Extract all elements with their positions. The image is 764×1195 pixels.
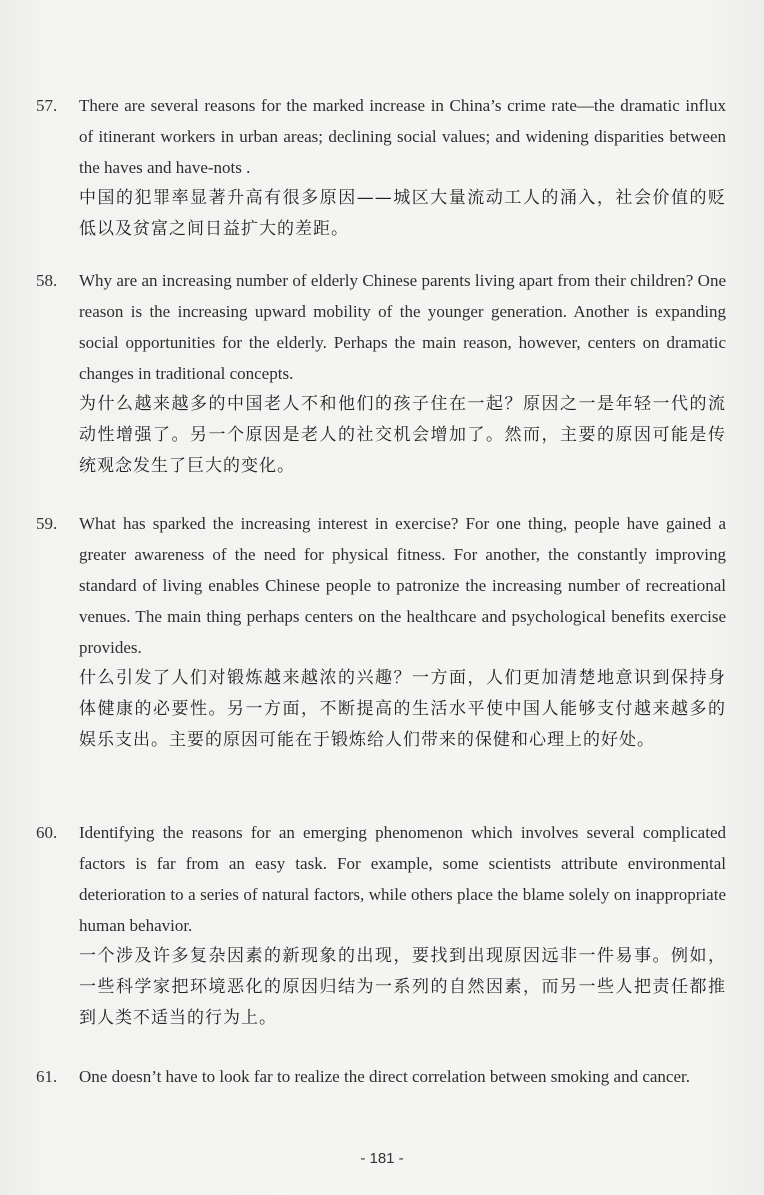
entry-number: 61. xyxy=(36,1067,58,1086)
chinese-translation: 中国的犯罪率显著升高有很多原因——城区大量流动工人的涌入，社会价值的贬低以及贫富之间日益扩大的差距。 xyxy=(79,188,726,239)
chinese-translation: 什么引发了人们对锻炼越来越浓的兴趣？一方面，人们更加清楚地意识到保持身体健康的必要性。另一方面，不断提高的生活水平使中国人能够支付越来越多的娱乐支出。主要的原因可能在于锻炼给人们带来的保健和心理上的好处。 xyxy=(79,668,726,750)
entry-60 xyxy=(36,817,726,1034)
entry-61 xyxy=(36,1061,726,1092)
chinese-translation: 一个涉及许多复杂因素的新现象的出现，要找到出现原因远非一件易事。例如，一些科学家把环境恶化的原因归结为一系列的自然因素，而另一些人把责任都推到人类不适当的行为上。 xyxy=(79,946,726,1028)
english-text: Identifying the reasons for an emerging phenomenon which involves several complicated factors is far from an easy task. For example, some scientists attribute environmental deterioration to a series of natural factors, while others place the blame solely on inappropriate human behavior. xyxy=(79,823,726,935)
page-number: - 181 - xyxy=(360,1150,404,1167)
english-text: What has sparked the increasing interest in exercise? For one thing, people have gained a greater awareness of the need for physical fitness. For another, the constantly improving standard of living enables Chinese people to patronize the increasing number of recreational venues. The main thing perhaps centers on the healthcare and psychological benefits exercise provides. xyxy=(79,514,726,657)
entry-number: 59. xyxy=(36,514,58,533)
english-text: One doesn’t have to look far to realize the direct correlation between smoking and cancer. xyxy=(79,1067,690,1086)
english-text: Why are an increasing number of elderly Chinese parents living apart from their children? One reason is the increasing upward mobility of the younger generation. Another is expanding social opportunities for the elderly. Perhaps the main reason, however, centers on dramatic changes in traditional concepts. xyxy=(79,271,726,383)
chinese-translation: 为什么越来越多的中国老人不和他们的孩子住在一起？原因之一是年轻一代的流动性增强了。另一个原因是老人的社交机会增加了。然而，主要的原因可能是传统观念发生了巨大的变化。 xyxy=(79,394,726,476)
english-text: There are several reasons for the marked increase in China’s crime rate—the dramatic influx of itinerant workers in urban areas; declining social values; and widening disparities between the haves and have-nots . xyxy=(79,96,726,177)
entry-59 xyxy=(36,508,726,756)
entry-number: 57. xyxy=(36,96,58,115)
entry-number: 58. xyxy=(36,271,58,290)
entry-58 xyxy=(36,265,726,482)
entry-number: 60. xyxy=(36,823,58,842)
entry-57 xyxy=(36,90,726,245)
